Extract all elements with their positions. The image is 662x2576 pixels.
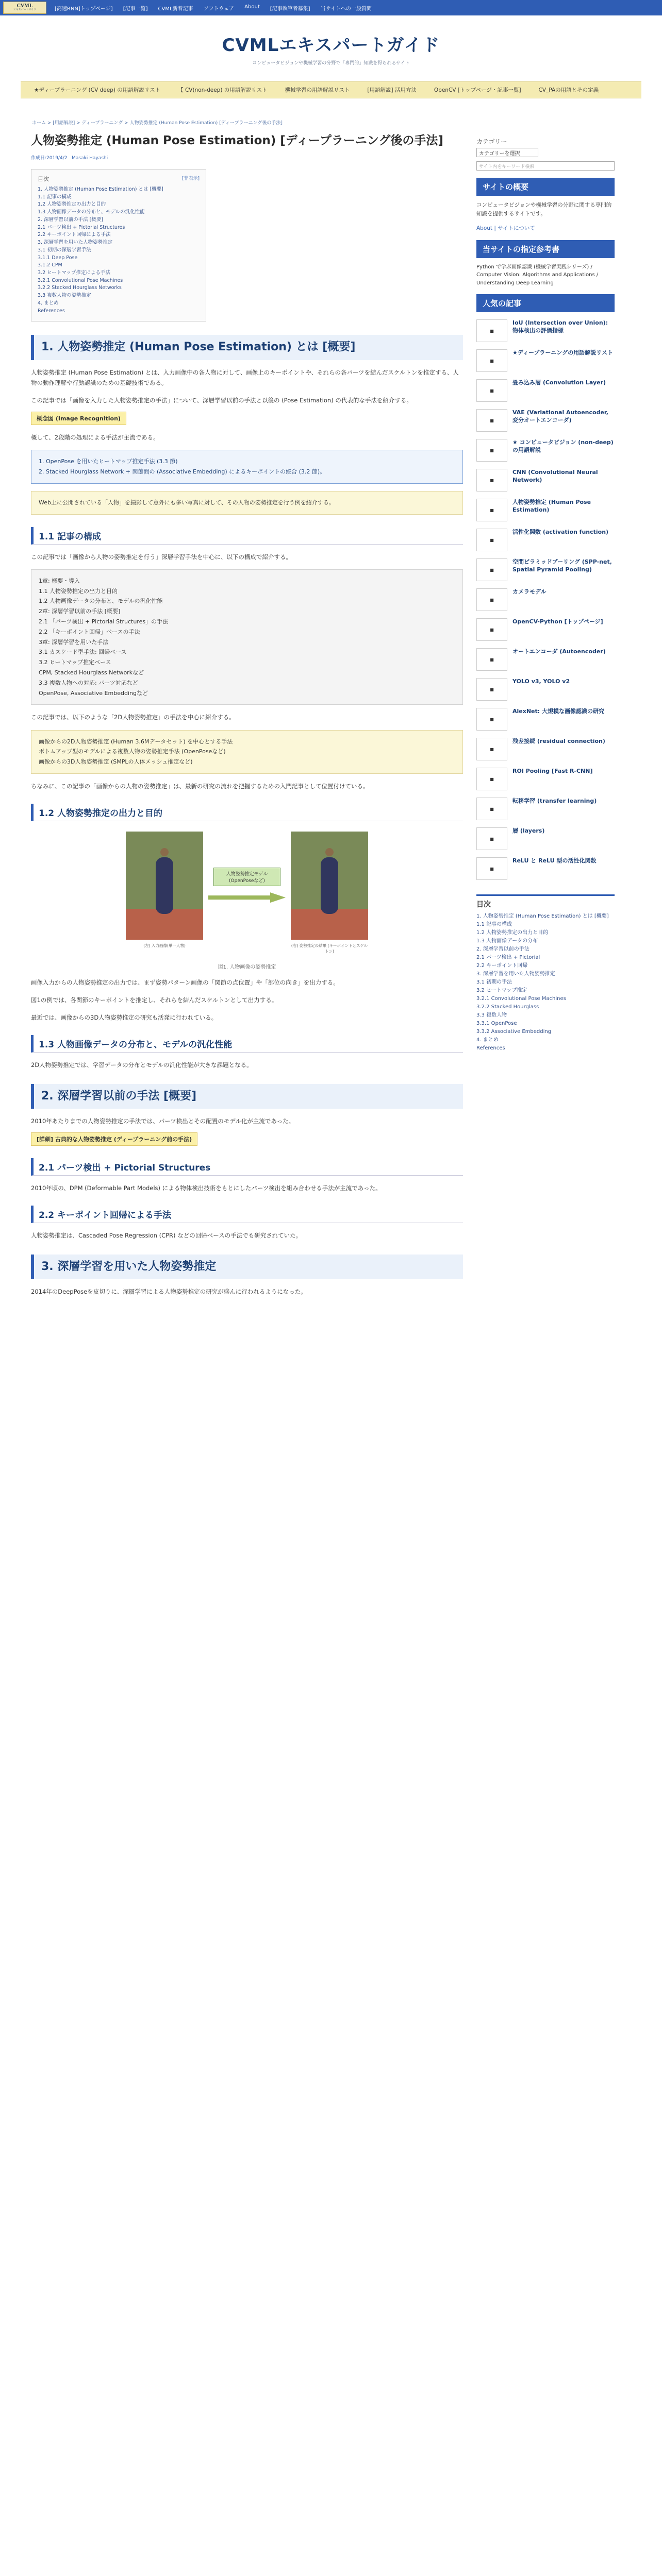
toc-item[interactable]: 3.1.2 CPM bbox=[38, 262, 62, 268]
sidebar bbox=[476, 133, 615, 1297]
popular-item[interactable] bbox=[476, 827, 615, 850]
popular-item-label[interactable]: IoU (Intersection over Union): 物体検出の評価指標 bbox=[512, 319, 608, 334]
thumbnail: ■ bbox=[476, 499, 507, 521]
top-bar bbox=[0, 0, 662, 15]
popular-item[interactable] bbox=[476, 499, 615, 521]
popular-item-label[interactable]: VAE (Variational Autoencoder, 変分オートエンコーダ) bbox=[512, 409, 608, 424]
paragraph: 人物姿勢推定は、Cascaded Pose Regression (CPR) などの回帰ベースの手法でも研究されていた。 bbox=[31, 1232, 302, 1240]
toc-item[interactable]: 3.2.1 Convolutional Pose Machines bbox=[38, 277, 123, 283]
popular-item-label[interactable]: AlexNet: 大規模な画像認識の研究 bbox=[512, 708, 604, 715]
popular-item-label[interactable]: オートエンコーダ (Autoencoder) bbox=[512, 648, 606, 655]
toc-item[interactable]: 3.1 初期の深層学習手法 bbox=[38, 247, 91, 253]
sidebar-toc-item[interactable]: References bbox=[476, 1045, 505, 1052]
about-links[interactable]: About | サイトについて bbox=[476, 225, 535, 231]
paragraph: 最近では、画像からの3D人物姿勢推定の研究も活発に行われている。 bbox=[31, 1014, 218, 1022]
books-text[interactable]: Python で学ぶ画像認識 (機械学習実践シリーズ) / Computer Vision: Algorithms and Applications / Understanding Deep Learning bbox=[476, 264, 599, 286]
toc-label: 目次 bbox=[38, 176, 49, 183]
breadcrumb[interactable]: ホーム > [用語解説] > ディープラーニング > 人物姿勢推定 (Human Pose Estimation) [ディープラーニング後の手法] bbox=[32, 121, 283, 126]
toc-item[interactable]: 3.2.2 Stacked Hourglass Networks bbox=[38, 285, 122, 291]
paragraph: この記事では「画像から人物の姿勢推定を行う」深層学習手法を中心に、以下の構成で紹介する。 bbox=[31, 553, 292, 561]
popular-item-label[interactable]: 活性化関数 (activation function) bbox=[512, 529, 609, 536]
section-heading: 1. 人物姿勢推定 (Human Pose Estimation) とは [概要] bbox=[31, 335, 463, 360]
thumbnail: ■ bbox=[476, 558, 507, 581]
popular-item[interactable] bbox=[476, 439, 615, 462]
main-article bbox=[31, 133, 463, 1297]
content-layout bbox=[31, 133, 662, 1297]
popular-item[interactable] bbox=[476, 857, 615, 880]
paragraph: 2010年頃の、DPM (Deformable Part Models) による物体検出技術をもとにしたパーツ検出を組み合わせる手法が主流であった。 bbox=[31, 1184, 382, 1192]
sidebar-toc-item[interactable]: 3.2 ヒートマップ推定 bbox=[476, 988, 527, 994]
popular-item[interactable] bbox=[476, 708, 615, 731]
popular-item[interactable] bbox=[476, 529, 615, 551]
paragraph: この記事では、以下のような「2D人物姿勢推定」の手法を中心に紹介する。 bbox=[31, 714, 235, 721]
yellow-label: 概念図 (Image Recognition) bbox=[31, 412, 126, 425]
paragraph: 画像入力からの人物姿勢推定の出力では、まず姿勢パターン画像の「関節の点位置」や「部位の向き」を出力する。 bbox=[31, 979, 339, 987]
outline-line: 1.1 人物姿勢推定の出力と目的 bbox=[39, 587, 118, 595]
top-nav-link[interactable]: 当サイトへの一般質問 bbox=[320, 6, 372, 12]
top-nav-link[interactable]: About bbox=[244, 4, 260, 10]
global-nav bbox=[21, 81, 641, 98]
outline-line: OpenPose, Associative Embeddingなど bbox=[39, 689, 148, 697]
site-logo[interactable] bbox=[3, 2, 46, 14]
top-nav-link[interactable]: [記事執筆者募集] bbox=[270, 6, 310, 12]
thumbnail: ■ bbox=[476, 529, 507, 551]
popular-item[interactable] bbox=[476, 678, 615, 701]
toc-item[interactable]: 2. 深層学習以前の手法 [概要] bbox=[38, 216, 104, 223]
popular-item-label[interactable]: ROI Pooling [Fast R-CNN] bbox=[512, 768, 593, 775]
table-of-contents bbox=[31, 169, 206, 321]
subsection-heading: 2.1 パーツ検出 + Pictorial Structures bbox=[31, 1158, 463, 1176]
logo-line1: CVML bbox=[16, 4, 33, 9]
paragraph: 2014年のDeepPoseを皮切りに、深層学習による人物姿勢推定の研究が盛んに行われるようになった。 bbox=[31, 1288, 307, 1296]
popular-item-label[interactable]: ReLU と ReLU 型の活性化関数 bbox=[512, 857, 597, 865]
top-nav-link[interactable]: [高速RNN]トップページ] bbox=[55, 6, 113, 12]
toc-item[interactable]: 3.3 複数人物の姿勢推定 bbox=[38, 293, 91, 299]
toc-item[interactable]: 4. まとめ bbox=[38, 300, 59, 306]
post-author[interactable]: Masaki Hayashi bbox=[72, 156, 108, 161]
paragraph: 人物姿勢推定 (Human Pose Estimation) とは、入力画像中の各人物に対して、画像上のキーポイントや、それらの各パーツを結んだスケルトンを推定する、人物の動作理解や行動認識のための基礎技術である。 bbox=[31, 368, 459, 386]
top-nav-link[interactable]: [記事一覧] bbox=[123, 6, 148, 12]
site-title[interactable]: CVMLエキスパートガイド bbox=[222, 35, 440, 56]
note-box: Web上に公開されている「人物」を撮影して意外にも多い写真に対して、その人物の姿勢推定を行う例を紹介する。 bbox=[31, 491, 463, 515]
thumbnail: ■ bbox=[476, 379, 507, 402]
popular-item-label[interactable]: 層 (layers) bbox=[512, 827, 545, 835]
thumbnail: ■ bbox=[476, 409, 507, 432]
paragraph: ちなみに、この記事の「画像からの人物の姿勢推定」は、最新の研究の流れを把握するための入門記事として位置付けている。 bbox=[31, 782, 369, 790]
site-header bbox=[0, 15, 662, 81]
popular-item-label[interactable]: 残差接続 (residual connection) bbox=[512, 738, 605, 745]
global-nav-link[interactable]: 【 CV(non-deep) の用語解説リスト bbox=[178, 87, 268, 93]
toc-item[interactable]: References bbox=[38, 308, 65, 314]
popular-item[interactable] bbox=[476, 409, 615, 432]
outline-line: 3.2 ヒートマップ推定ベース bbox=[39, 659, 111, 666]
subsection-heading: 1.3 人物画像データの分布と、モデルの汎化性能 bbox=[31, 1035, 463, 1053]
sidebar-toc-item[interactable]: 2.1 パーツ検出 + Pictorial bbox=[476, 955, 540, 961]
note-line: ボトムアップ型のモデルによる複数人物の姿勢推定手法 (OpenPoseなど) bbox=[39, 748, 226, 755]
popular-item-label[interactable]: YOLO v3, YOLO v2 bbox=[512, 678, 570, 685]
popular-item-label[interactable]: 人物姿勢推定 (Human Pose Estimation) bbox=[512, 499, 591, 514]
top-nav bbox=[51, 4, 659, 12]
sidebar-toc-item[interactable]: 3.2.1 Convolutional Pose Machines bbox=[476, 996, 566, 1002]
note-box bbox=[31, 730, 463, 774]
post-date: 作成日:2019/4/2 bbox=[31, 156, 68, 161]
toc-item[interactable]: 3.2 ヒートマップ推定による手法 bbox=[38, 269, 110, 276]
toc-item[interactable]: 2.2 キーポイント回帰による手法 bbox=[38, 232, 111, 238]
info-box bbox=[31, 450, 463, 484]
sidebar-toc-item[interactable]: 1. 人物姿勢推定 (Human Pose Estimation) とは [概要] bbox=[476, 913, 609, 920]
global-nav-link[interactable]: OpenCV [トップページ・記事一覧] bbox=[434, 87, 521, 93]
top-nav-link[interactable]: ソフトウェア bbox=[203, 6, 235, 12]
note-line: 画像からの3D人物姿勢推定 (SMPLの人体メッシュ推定など) bbox=[39, 758, 193, 766]
pose-figure bbox=[126, 832, 368, 960]
popular-item-label[interactable]: CNN (Convolutional Neural Network) bbox=[512, 469, 598, 484]
thumbnail: ■ bbox=[476, 768, 507, 790]
popular-title: 人気の記事 bbox=[476, 294, 615, 312]
thumbnail: ■ bbox=[476, 439, 507, 462]
popular-item[interactable] bbox=[476, 349, 615, 372]
thumbnail: ■ bbox=[476, 469, 507, 492]
thumbnail: ■ bbox=[476, 349, 507, 372]
popular-item[interactable] bbox=[476, 618, 615, 641]
global-nav-link[interactable]: 機械学習の用語解説リスト bbox=[285, 87, 350, 93]
global-nav-link[interactable]: CV_PAの用語とその定義 bbox=[538, 87, 599, 93]
sidebar-toc-item[interactable]: 3. 深層学習を用いた人物姿勢推定 bbox=[476, 971, 555, 977]
info-box-line: 2. Stacked Hourglass Network + 関節間の (Associative Embedding) によるキーポイントの統合 (3.2 節)。 bbox=[39, 468, 326, 476]
toc-item[interactable]: 1. 人物姿勢推定 (Human Pose Estimation) とは [概要] bbox=[38, 187, 163, 193]
section-heading: 3. 深層学習を用いた人物姿勢推定 bbox=[31, 1255, 463, 1280]
toc-toggle[interactable]: [非表示] bbox=[181, 176, 200, 182]
outline-line: 2.2 「キーポイント回帰」ベースの手法 bbox=[39, 628, 140, 635]
model-label: 人物姿勢推定モデル (OpenPoseなど) bbox=[213, 868, 280, 886]
sidebar-toc-title: 目次 bbox=[476, 901, 491, 909]
toc-item[interactable]: 1.1 記事の構成 bbox=[38, 194, 72, 200]
books-title: 当サイトの指定参考書 bbox=[476, 240, 615, 258]
about-title: サイトの概要 bbox=[476, 178, 615, 196]
sidebar-toc-item[interactable]: 1.1 記事の構成 bbox=[476, 922, 512, 928]
category-label: カテゴリー bbox=[476, 138, 507, 145]
sidebar-toc-item[interactable]: 1.2 人物姿勢推定の出力と目的 bbox=[476, 930, 549, 936]
thumbnail: ■ bbox=[476, 798, 507, 820]
search-input[interactable]: サイト内をキーワード検索 bbox=[476, 161, 615, 171]
popular-item-label[interactable]: 畳み込み層 (Convolution Layer) bbox=[512, 379, 606, 386]
outline-line: 1.2 人物画像データの分布と、モデルの汎化性能 bbox=[39, 598, 163, 605]
popular-item[interactable] bbox=[476, 558, 615, 581]
logo-line2: エキスパートガイド bbox=[13, 8, 37, 11]
sidebar-toc-item[interactable]: 2. 深層学習以前の手法 bbox=[476, 946, 529, 953]
outline-line: 3章: 深層学習を用いた手法 bbox=[39, 638, 109, 646]
thumbnail: ■ bbox=[476, 618, 507, 641]
popular-item[interactable] bbox=[476, 768, 615, 790]
thumbnail: ■ bbox=[476, 319, 507, 342]
paragraph: この記事では「画像を入力した人物姿勢推定の手法」について、深層学習以前の手法と以後の (Pose Estimation) の代表的な手法を紹介する。 bbox=[31, 397, 412, 404]
paragraph: 図1の例では、各関節のキーポイントを推定し、それらを結んだスケルトンとして出力する。 bbox=[31, 996, 278, 1004]
subsection-heading: 1.2 人物姿勢推定の出力と目的 bbox=[31, 804, 463, 821]
sidebar-toc-item[interactable]: 1.3 人物画像データの分布 bbox=[476, 938, 538, 944]
popular-item[interactable] bbox=[476, 588, 615, 611]
popular-item-label[interactable]: カメラモデル bbox=[512, 588, 547, 596]
popular-item[interactable] bbox=[476, 798, 615, 820]
paragraph: 2D人物姿勢推定では、学習データの分布とモデルの汎化性能が大きな課題となる。 bbox=[31, 1061, 253, 1069]
figure-right-caption: (右) 姿勢推定の結果 (キーポイントとスケルトン) bbox=[291, 943, 368, 954]
outline-line: 2章: 深層学習以前の手法 [概要] bbox=[39, 608, 121, 615]
output-image bbox=[291, 832, 368, 940]
popular-item[interactable] bbox=[476, 319, 615, 342]
toc-item[interactable]: 1.3 人物画像データの分布と、モデルの汎化性能 bbox=[38, 209, 145, 215]
popular-item[interactable] bbox=[476, 379, 615, 402]
thumbnail: ■ bbox=[476, 588, 507, 611]
outline-line: 1章: 概要・導入 bbox=[39, 577, 80, 584]
thumbnail: ■ bbox=[476, 648, 507, 671]
sidebar-toc bbox=[476, 894, 615, 1053]
post-meta bbox=[31, 154, 463, 161]
subsection-heading: 2.2 キーポイント回帰による手法 bbox=[31, 1206, 463, 1223]
popular-item[interactable] bbox=[476, 738, 615, 760]
site-subtitle: コンピュータビジョンや機械学習の分野で「専門的」知識を得られるサイト bbox=[252, 61, 410, 66]
figure-left-caption: (左) 入力画像(単一人物) bbox=[143, 943, 186, 948]
thumbnail: ■ bbox=[476, 678, 507, 701]
top-nav-link[interactable]: CVML新着記事 bbox=[158, 6, 193, 12]
sidebar-toc-item[interactable]: 3.3.2 Associative Embedding bbox=[476, 1029, 552, 1035]
paragraph: 概して、2段階の処理による手法が主流である。 bbox=[31, 434, 159, 442]
thumbnail: ■ bbox=[476, 827, 507, 850]
popular-item-label[interactable]: 転移学習 (transfer learning) bbox=[512, 798, 597, 805]
yellow-label[interactable]: [詳細] 古典的な人物姿勢推定 (ディープラーニング前の手法) bbox=[31, 1132, 197, 1146]
about-text: コンピュータビジョンや機械学習の分野に関する専門的知識を提供するサイトです。 bbox=[476, 202, 612, 217]
info-box-line: 1. OpenPose を用いたヒートマップ推定手法 (3.3 節) bbox=[39, 458, 178, 465]
sidebar-toc-item[interactable]: 3.2.2 Stacked Hourglass bbox=[476, 1004, 539, 1010]
popular-item-label[interactable]: 空間ピラミッドプーリング (SPP-net, Spatial Pyramid Pooling) bbox=[512, 558, 612, 573]
sidebar-toc-item[interactable]: 3.3 複数人物 bbox=[476, 1012, 507, 1019]
outline-line: 2.1 「パーツ検出 + Pictorial Structures」の手法 bbox=[39, 618, 169, 625]
paragraph: 2010年あたりまでの人物姿勢推定の手法では、パーツ検出とその配置のモデル化が主流であった。 bbox=[31, 1117, 295, 1125]
popular-item[interactable] bbox=[476, 469, 615, 492]
toc-item[interactable]: 1.2 人物姿勢推定の出力と目的 bbox=[38, 201, 106, 208]
toc-item[interactable]: 3. 深層学習を用いた人物姿勢推定 bbox=[38, 240, 113, 246]
thumbnail: ■ bbox=[476, 708, 507, 731]
thumbnail: ■ bbox=[476, 857, 507, 880]
thumbnail: ■ bbox=[476, 738, 507, 760]
figure-caption: 図1. 人物画像の姿勢推定 bbox=[218, 964, 276, 971]
popular-item[interactable] bbox=[476, 648, 615, 671]
popular-list bbox=[476, 319, 615, 880]
popular-item-label[interactable]: OpenCV-Python [トップページ] bbox=[512, 618, 603, 625]
global-nav-link[interactable]: ★ディープラーニング (CV deep) の用語解説リスト bbox=[34, 87, 161, 93]
post-title: 人物姿勢推定 (Human Pose Estimation) [ディープラーニング後の手法] bbox=[31, 134, 443, 147]
outline-box bbox=[31, 569, 463, 705]
section-heading: 2. 深層学習以前の手法 [概要] bbox=[31, 1084, 463, 1109]
outline-line: 3.3 複数人物への対応: パーツ対応など bbox=[39, 679, 138, 686]
outline-line: 3.1 カスケード型手法: 回帰ベース bbox=[39, 649, 127, 656]
sidebar-toc-item[interactable]: 3.3.1 OpenPose bbox=[476, 1021, 517, 1027]
sidebar-toc-item[interactable]: 4. まとめ bbox=[476, 1037, 499, 1043]
note-line: 画像からの2D人物姿勢推定 (Human 3.6Mデータセット) を中心とする手法 bbox=[39, 738, 233, 745]
global-nav-link[interactable]: [用語解説] 活用方法 bbox=[367, 87, 417, 93]
arrow-icon bbox=[208, 892, 286, 903]
input-image bbox=[126, 832, 203, 940]
popular-item-label[interactable]: ★ディープラーニングの用語解説リスト bbox=[512, 349, 613, 357]
outline-line: CPM, Stacked Hourglass Networkなど bbox=[39, 669, 144, 676]
subsection-heading: 1.1 記事の構成 bbox=[31, 527, 463, 545]
toc-item[interactable]: 3.1.1 Deep Pose bbox=[38, 255, 78, 261]
sidebar-toc-item[interactable]: 3.1 初期の手法 bbox=[476, 979, 512, 986]
sidebar-toc-item[interactable]: 2.2 キーポイント回帰 bbox=[476, 963, 528, 969]
toc-item[interactable]: 2.1 パーツ検出 + Pictorial Structures bbox=[38, 224, 125, 230]
popular-item-label[interactable]: ★ コンピュータビジョン (non-deep) の用語解説 bbox=[512, 439, 614, 454]
category-select[interactable]: カテゴリーを選択 bbox=[476, 148, 538, 157]
